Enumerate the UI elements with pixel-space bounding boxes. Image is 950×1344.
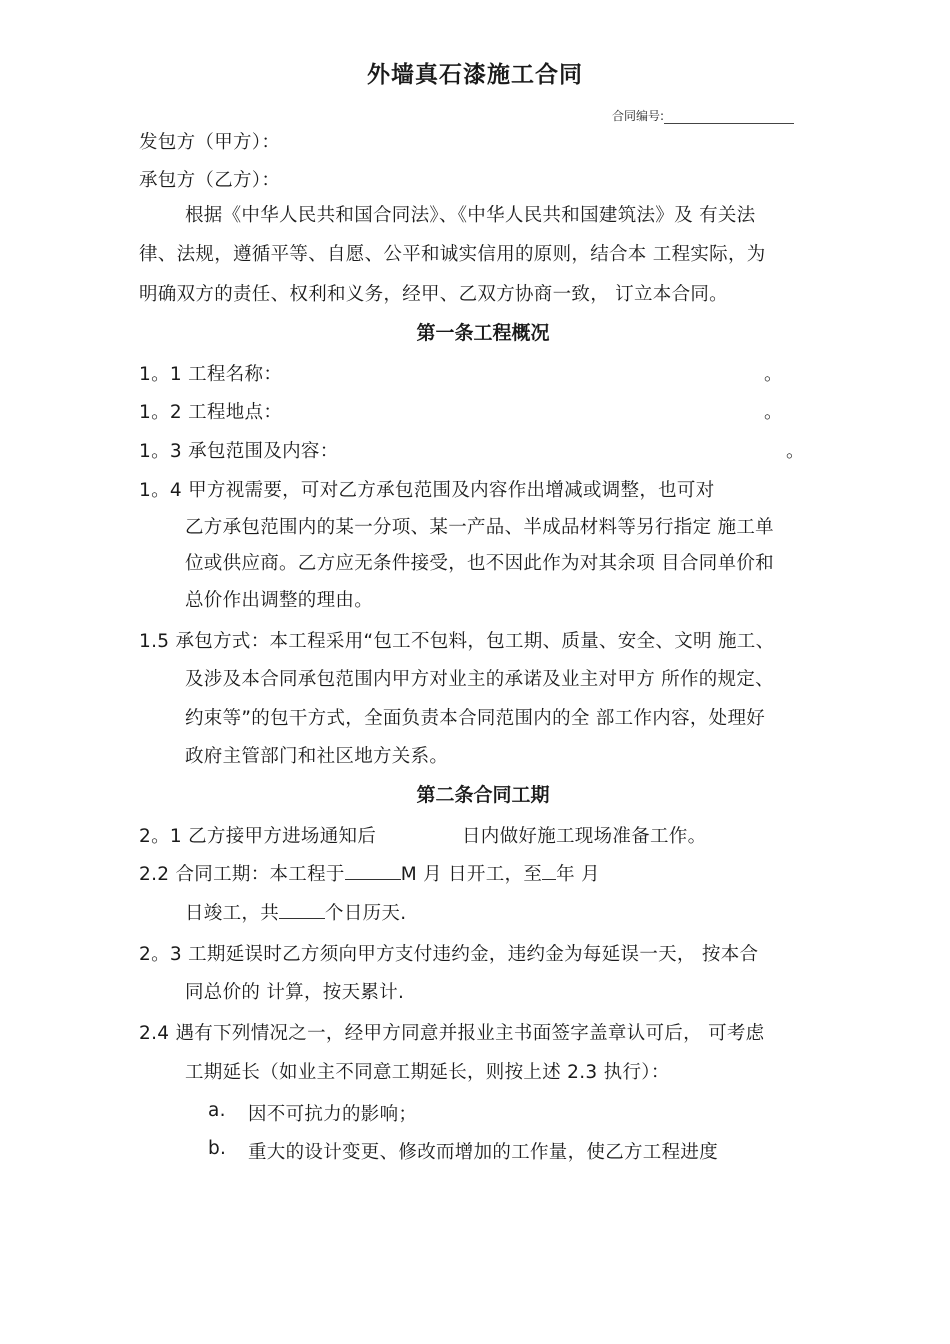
item-2-2-part-b: M 月 日开工，至 [400, 864, 543, 885]
item-2-2-part-a: 2.2 合同工期：本工程于 [139, 864, 345, 885]
item-1-4-line: 1。4 甲方视需要，可对乙方承包范围及内容作出增减或调整，也可对 [139, 480, 715, 501]
item-1-3-label: 1。3 承包范围及内容： [139, 441, 339, 462]
item-1-1-end: 。 [764, 364, 783, 385]
item-2-2-part-e: 个日历天. [325, 903, 407, 924]
item-2-2-part-c: 年 月 [556, 864, 600, 885]
blank-underline [279, 902, 325, 919]
party-b-line: 承包方（乙方）： [139, 170, 281, 191]
item-1-2-end: 。 [764, 402, 783, 423]
party-a-line: 发包方（甲方）： [139, 132, 281, 153]
blank-underline [345, 863, 401, 880]
section-2-heading: 第二条合同工期 [416, 784, 550, 806]
document-title: 外墙真石漆施工合同 [367, 62, 583, 88]
item-2-3-line: 2。3 工期延误时乙方须向甲方支付违约金，违约金为每延误一天， 按本合 [139, 944, 759, 965]
preamble-line: 律、法规，遵循平等、自愿、公平和诚实信用的原则，结合本 工程实际，为 [139, 244, 766, 265]
item-1-3-end: 。 [786, 441, 805, 462]
item-1-4-line: 乙方承包范围内的某一分项、某一产品、半成品材料等另行指定 施工单 [185, 517, 774, 538]
contract-number-blank [664, 112, 794, 124]
item-2-2-line-2 [185, 899, 406, 925]
contract-number-label: 合同编号: [612, 109, 665, 123]
item-2-3-line: 同总价的 计算，按天累计. [185, 982, 405, 1003]
item-2-4-line: 工期延长（如业主不同意工期延长，则按上述 2.3 执行）： [185, 1062, 670, 1083]
item-1-4-line: 总价作出调整的理由。 [185, 590, 374, 611]
preamble-line: 明确双方的责任、权利和义务，经甲、乙双方协商一致， 订立本合同。 [139, 284, 728, 305]
item-2-2-line [139, 860, 600, 886]
blank-underline [542, 863, 556, 880]
item-1-5-line: 及涉及本合同承包范围内甲方对业主的承诺及业主对甲方 所作的规定、 [185, 669, 774, 690]
item-1-5-line: 政府主管部门和社区地方关系。 [185, 746, 449, 767]
item-1-4-line: 位或供应商。乙方应无条件接受，也不因此作为对其余项 目合同单价和 [185, 553, 774, 574]
item-2-1-part-a: 2。1 乙方接甲方进场通知后 [139, 826, 377, 847]
sub-item-a-text: 因不可抗力的影响； [248, 1104, 418, 1125]
item-1-2-label: 1。2 工程地点： [139, 402, 283, 423]
contract-number-field [612, 107, 794, 124]
sub-item-b-text: 重大的设计变更、修改而增加的工作量，使乙方工程进度 [248, 1142, 719, 1163]
section-1-heading: 第一条工程概况 [416, 322, 550, 344]
preamble-line: 根据《中华人民共和国合同法》、《中华人民共和国建筑法》及 有关法 [185, 205, 756, 226]
item-1-1-label: 1。1 工程名称： [139, 364, 283, 385]
item-2-4-line: 2.4 遇有下列情况之一，经甲方同意并报业主书面签字盖章认可后， 可考虑 [139, 1023, 765, 1044]
item-1-5-line: 1.5 承包方式：本工程采用“包工不包料，包工期、质量、安全、文明 施工、 [139, 631, 775, 652]
sub-item-b-marker: b. [208, 1138, 227, 1159]
item-1-5-line: 约束等”的包干方式，全面负责本合同范围内的全 部工作内容，处理好 [185, 708, 766, 729]
item-2-2-part-d: 日竣工，共 [185, 903, 280, 924]
sub-item-a-marker: a. [208, 1100, 226, 1121]
item-2-1-part-b: 日内做好施工现场准备工作。 [462, 826, 707, 847]
